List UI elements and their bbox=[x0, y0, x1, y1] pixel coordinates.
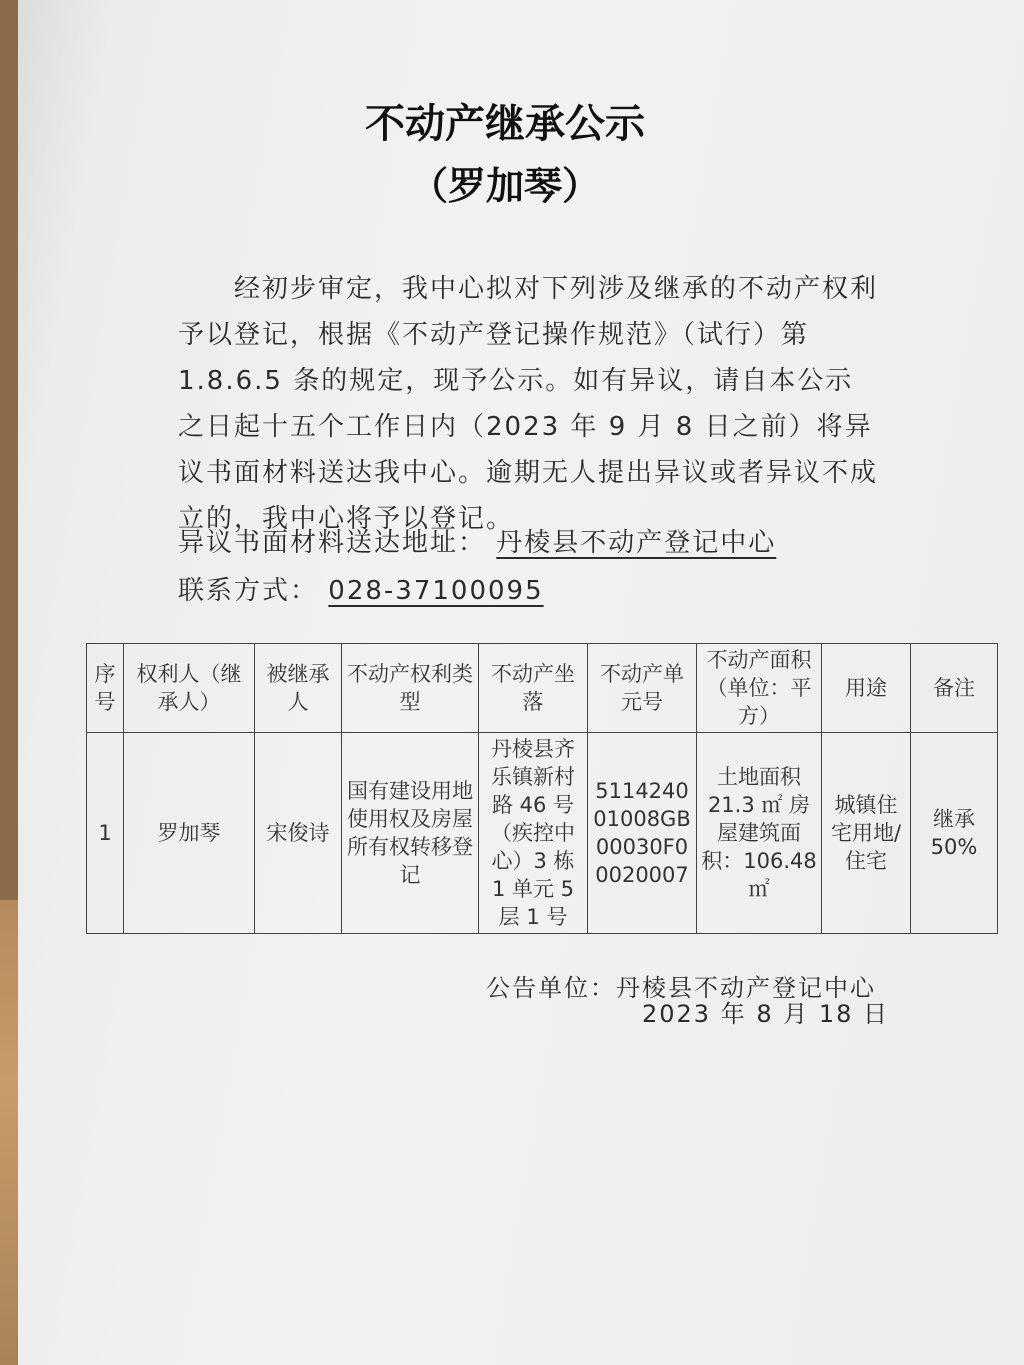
table-cell: 国有建设用地使用权及房屋所有权转移登记 bbox=[342, 733, 479, 934]
col-header: 不动产单元号 bbox=[588, 644, 697, 733]
table-cell: 继承 50% bbox=[911, 733, 998, 934]
page-title: 不动产继承公示 bbox=[365, 100, 645, 147]
col-header: 不动产权利类型 bbox=[342, 644, 479, 733]
objection-address bbox=[178, 522, 776, 559]
contact-value: 028-37100095 bbox=[328, 576, 544, 606]
table-cell: 罗加琴 bbox=[124, 733, 255, 934]
table-cell: 511424001008GB00030F00020007 bbox=[588, 733, 697, 934]
table-cell: 土地面积 21.3 ㎡ 房屋建筑面积：106.48 ㎡ bbox=[697, 733, 822, 934]
notice-sheet bbox=[18, 0, 1024, 1365]
table-cell: 宋俊诗 bbox=[255, 733, 342, 934]
contact-info bbox=[178, 570, 544, 607]
contact-label: 联系方式： bbox=[178, 576, 319, 606]
col-header: 被继承人 bbox=[255, 644, 342, 733]
col-header: 用途 bbox=[822, 644, 911, 733]
table-header-row bbox=[87, 644, 998, 733]
col-header: 权利人（继承人） bbox=[124, 644, 255, 733]
address-label: 异议书面材料送达地址： bbox=[178, 528, 487, 558]
issue-date: 2023 年 8 月 18 日 bbox=[642, 1000, 890, 1028]
col-header: 不动产面积（单位：平方） bbox=[697, 644, 822, 733]
table-cell: 丹棱县齐乐镇新村路 46 号（疾控中心）3 栋 1 单元 5 层 1 号 bbox=[479, 733, 588, 934]
notice-paragraph-text: 经初步审定，我中心拟对下列涉及继承的不动产权利予以登记，根据《不动产登记操作规范》（试行）第 1.8.6.5 条的规定，现予公示。如有异议，请自本公示之日起十五个工作日内（2023 年 9 月 8 日之前）将异议书面材料送达我中心。逾期无人提出异议或者异议不成立的，我中心将予以登记。 bbox=[178, 274, 879, 534]
col-header: 不动产坐落 bbox=[479, 644, 588, 733]
issuing-unit: 公告单位：丹棱县不动产登记中心 bbox=[486, 974, 876, 1002]
property-table bbox=[86, 643, 998, 934]
table-cell: 城镇住宅用地/住宅 bbox=[822, 733, 911, 934]
table-cell: 1 bbox=[87, 733, 124, 934]
col-header: 备注 bbox=[911, 644, 998, 733]
address-value: 丹棱县不动产登记中心 bbox=[496, 528, 777, 558]
col-header: 序号 bbox=[87, 644, 124, 733]
page-subtitle: （罗加琴） bbox=[409, 163, 600, 208]
table-row bbox=[87, 733, 998, 934]
notice-paragraph bbox=[178, 266, 878, 542]
